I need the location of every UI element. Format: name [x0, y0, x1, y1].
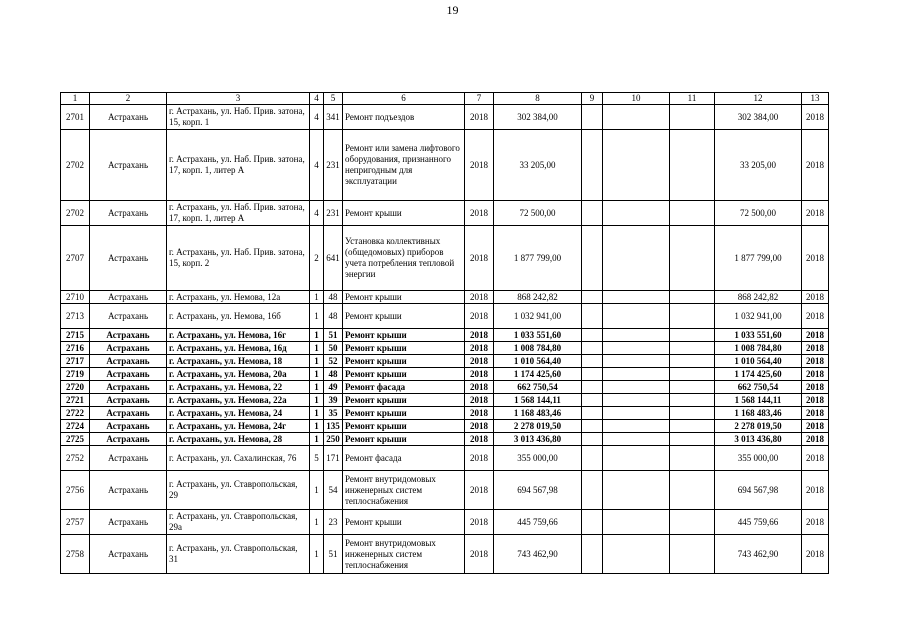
cell-cost-fund [582, 304, 603, 329]
cell-cost-other [670, 304, 715, 329]
cell-floors: 1 [310, 304, 324, 329]
cell-cost-owners: 1 168 483,46 [715, 407, 802, 420]
cell-cost-other [670, 394, 715, 407]
cell-floors: 1 [310, 535, 324, 574]
cell-cost-total: 2 278 019,50 [494, 420, 582, 433]
cell-cost-budget [603, 368, 670, 381]
cell-completion-year: 2018 [802, 130, 829, 201]
cell-row-number: 2725 [61, 433, 90, 446]
table-row [61, 105, 829, 130]
cell-settlement: Астрахань [90, 394, 167, 407]
cell-cost-budget [603, 342, 670, 355]
cell-completion-year: 2018 [802, 420, 829, 433]
cell-apartments: 39 [324, 394, 343, 407]
column-header-7: 7 [465, 93, 494, 105]
cell-plan-year: 2018 [465, 433, 494, 446]
cell-completion-year: 2018 [802, 291, 829, 304]
table-row [61, 226, 829, 291]
cell-cost-total: 72 500,00 [494, 201, 582, 226]
cell-work-type: Ремонт крыши [343, 394, 465, 407]
cell-cost-budget [603, 105, 670, 130]
cell-completion-year: 2018 [802, 471, 829, 510]
cell-row-number: 2715 [61, 329, 90, 342]
table-row [61, 355, 829, 368]
cell-cost-fund [582, 130, 603, 201]
column-header-10: 10 [603, 93, 670, 105]
cell-row-number: 2713 [61, 304, 90, 329]
cell-work-type: Ремонт крыши [343, 304, 465, 329]
cell-settlement: Астрахань [90, 291, 167, 304]
cell-apartments: 48 [324, 368, 343, 381]
cell-completion-year: 2018 [802, 355, 829, 368]
cell-settlement: Астрахань [90, 304, 167, 329]
cell-completion-year: 2018 [802, 201, 829, 226]
cell-address: г. Астрахань, ул. Наб. Прив. затона, 17, корп. 1, литер А [167, 130, 310, 201]
table-row [61, 368, 829, 381]
cell-apartments: 51 [324, 329, 343, 342]
cell-cost-owners: 1 174 425,60 [715, 368, 802, 381]
cell-row-number: 2719 [61, 368, 90, 381]
cell-completion-year: 2018 [802, 407, 829, 420]
cell-cost-other [670, 510, 715, 535]
cell-cost-fund [582, 201, 603, 226]
cell-address: г. Астрахань, ул. Немова, 22а [167, 394, 310, 407]
cell-row-number: 2707 [61, 226, 90, 291]
cell-cost-fund [582, 394, 603, 407]
cell-work-type: Ремонт крыши [343, 201, 465, 226]
cell-floors: 1 [310, 368, 324, 381]
cell-completion-year: 2018 [802, 510, 829, 535]
cell-completion-year: 2018 [802, 368, 829, 381]
table-row [61, 291, 829, 304]
cell-cost-other [670, 381, 715, 394]
column-header-6: 6 [343, 93, 465, 105]
cell-completion-year: 2018 [802, 226, 829, 291]
cell-cost-owners: 1 877 799,00 [715, 226, 802, 291]
cell-settlement: Астрахань [90, 201, 167, 226]
cell-cost-owners: 1 032 941,00 [715, 304, 802, 329]
cell-apartments: 50 [324, 342, 343, 355]
cell-work-type: Ремонт крыши [343, 368, 465, 381]
column-header-8: 8 [494, 93, 582, 105]
cell-cost-fund [582, 329, 603, 342]
cell-cost-fund [582, 381, 603, 394]
cell-cost-other [670, 471, 715, 510]
cell-address: г. Астрахань, ул. Немова, 16г [167, 329, 310, 342]
table-row [61, 471, 829, 510]
cell-floors: 1 [310, 381, 324, 394]
cell-floors: 1 [310, 420, 324, 433]
cell-apartments: 48 [324, 304, 343, 329]
cell-cost-other [670, 407, 715, 420]
cell-cost-owners: 868 242,82 [715, 291, 802, 304]
cell-plan-year: 2018 [465, 291, 494, 304]
cell-floors: 4 [310, 201, 324, 226]
cell-cost-owners: 1 568 144,11 [715, 394, 802, 407]
cell-cost-budget [603, 329, 670, 342]
table-body [61, 93, 829, 574]
cell-cost-owners: 694 567,98 [715, 471, 802, 510]
cell-work-type: Ремонт крыши [343, 342, 465, 355]
cell-address: г. Астрахань, ул. Немова, 24 [167, 407, 310, 420]
cell-work-type: Ремонт внутридомовых инженерных систем теплоснабжения [343, 471, 465, 510]
cell-plan-year: 2018 [465, 420, 494, 433]
cell-completion-year: 2018 [802, 446, 829, 471]
cell-row-number: 2717 [61, 355, 90, 368]
column-header-4: 4 [310, 93, 324, 105]
cell-plan-year: 2018 [465, 355, 494, 368]
cell-address: г. Астрахань, ул. Немова, 18 [167, 355, 310, 368]
cell-row-number: 2724 [61, 420, 90, 433]
cell-cost-owners: 1 008 784,80 [715, 342, 802, 355]
cell-address: г. Астрахань, ул. Немова, 12а [167, 291, 310, 304]
cell-address: г. Астрахань, ул. Наб. Прив. затона, 17, корп. 1, литер А [167, 201, 310, 226]
cell-cost-other [670, 105, 715, 130]
cell-cost-fund [582, 342, 603, 355]
cell-work-type: Установка коллективных (общедомовых) приборов учета потребления тепловой энергии [343, 226, 465, 291]
cell-cost-total: 1 168 483,46 [494, 407, 582, 420]
cell-row-number: 2710 [61, 291, 90, 304]
cell-settlement: Астрахань [90, 226, 167, 291]
cell-apartments: 171 [324, 446, 343, 471]
cell-settlement: Астрахань [90, 471, 167, 510]
column-header-11: 11 [670, 93, 715, 105]
column-header-12: 12 [715, 93, 802, 105]
cell-apartments: 23 [324, 510, 343, 535]
cell-work-type: Ремонт крыши [343, 329, 465, 342]
capital-repair-table [60, 92, 829, 574]
cell-cost-fund [582, 433, 603, 446]
cell-cost-total: 694 567,98 [494, 471, 582, 510]
cell-cost-budget [603, 510, 670, 535]
cell-floors: 4 [310, 105, 324, 130]
cell-cost-budget [603, 420, 670, 433]
table-row [61, 535, 829, 574]
cell-cost-budget [603, 291, 670, 304]
cell-apartments: 54 [324, 471, 343, 510]
cell-cost-fund [582, 510, 603, 535]
cell-completion-year: 2018 [802, 342, 829, 355]
cell-row-number: 2702 [61, 130, 90, 201]
cell-settlement: Астрахань [90, 381, 167, 394]
table-row [61, 381, 829, 394]
column-header-13: 13 [802, 93, 829, 105]
cell-work-type: Ремонт фасада [343, 381, 465, 394]
cell-address: г. Астрахань, ул. Сахалинская, 76 [167, 446, 310, 471]
cell-floors: 1 [310, 394, 324, 407]
cell-cost-total: 355 000,00 [494, 446, 582, 471]
cell-settlement: Астрахань [90, 368, 167, 381]
cell-cost-budget [603, 226, 670, 291]
cell-cost-other [670, 535, 715, 574]
table-row [61, 433, 829, 446]
cell-floors: 1 [310, 433, 324, 446]
cell-completion-year: 2018 [802, 381, 829, 394]
table-row [61, 446, 829, 471]
cell-cost-total: 3 013 436,80 [494, 433, 582, 446]
cell-cost-budget [603, 355, 670, 368]
cell-address: г. Астрахань, ул. Наб. Прив. затона, 15, корп. 1 [167, 105, 310, 130]
cell-cost-total: 1 568 144,11 [494, 394, 582, 407]
cell-cost-total: 302 384,00 [494, 105, 582, 130]
cell-floors: 2 [310, 226, 324, 291]
cell-row-number: 2758 [61, 535, 90, 574]
column-header-9: 9 [582, 93, 603, 105]
cell-address: г. Астрахань, ул. Немова, 28 [167, 433, 310, 446]
cell-plan-year: 2018 [465, 304, 494, 329]
cell-cost-budget [603, 201, 670, 226]
table-row [61, 329, 829, 342]
cell-work-type: Ремонт крыши [343, 433, 465, 446]
cell-apartments: 135 [324, 420, 343, 433]
cell-row-number: 2756 [61, 471, 90, 510]
cell-row-number: 2757 [61, 510, 90, 535]
cell-cost-total: 1 032 941,00 [494, 304, 582, 329]
table-row [61, 510, 829, 535]
cell-cost-budget [603, 407, 670, 420]
cell-cost-total: 662 750,54 [494, 381, 582, 394]
cell-address: г. Астрахань, ул. Ставропольская, 31 [167, 535, 310, 574]
cell-apartments: 49 [324, 381, 343, 394]
cell-work-type: Ремонт или замена лифтового оборудования, признанного непригодным для эксплуатации [343, 130, 465, 201]
cell-settlement: Астрахань [90, 433, 167, 446]
cell-cost-owners: 355 000,00 [715, 446, 802, 471]
cell-settlement: Астрахань [90, 329, 167, 342]
cell-cost-total: 1 174 425,60 [494, 368, 582, 381]
cell-row-number: 2720 [61, 381, 90, 394]
cell-floors: 1 [310, 291, 324, 304]
cell-cost-budget [603, 381, 670, 394]
cell-cost-budget [603, 130, 670, 201]
cell-cost-other [670, 420, 715, 433]
cell-work-type: Ремонт крыши [343, 420, 465, 433]
cell-cost-total: 743 462,90 [494, 535, 582, 574]
cell-settlement: Астрахань [90, 407, 167, 420]
cell-settlement: Астрахань [90, 105, 167, 130]
cell-cost-owners: 1 010 564,40 [715, 355, 802, 368]
cell-cost-total: 445 759,66 [494, 510, 582, 535]
cell-row-number: 2701 [61, 105, 90, 130]
cell-cost-other [670, 446, 715, 471]
cell-address: г. Астрахань, ул. Наб. Прив. затона, 15, корп. 2 [167, 226, 310, 291]
cell-address: г. Астрахань, ул. Ставропольская, 29а [167, 510, 310, 535]
cell-cost-owners: 33 205,00 [715, 130, 802, 201]
table-row [61, 130, 829, 201]
column-header-3: 3 [167, 93, 310, 105]
cell-cost-other [670, 226, 715, 291]
cell-apartments: 35 [324, 407, 343, 420]
cell-completion-year: 2018 [802, 535, 829, 574]
cell-plan-year: 2018 [465, 329, 494, 342]
cell-address: г. Астрахань, ул. Ставропольская, 29 [167, 471, 310, 510]
cell-cost-budget [603, 394, 670, 407]
cell-cost-total: 1 877 799,00 [494, 226, 582, 291]
cell-floors: 1 [310, 329, 324, 342]
cell-cost-other [670, 291, 715, 304]
cell-row-number: 2721 [61, 394, 90, 407]
cell-cost-total: 1 033 551,60 [494, 329, 582, 342]
cell-settlement: Астрахань [90, 535, 167, 574]
cell-plan-year: 2018 [465, 446, 494, 471]
cell-work-type: Ремонт крыши [343, 291, 465, 304]
cell-cost-budget [603, 304, 670, 329]
cell-row-number: 2702 [61, 201, 90, 226]
cell-cost-budget [603, 471, 670, 510]
cell-apartments: 52 [324, 355, 343, 368]
cell-apartments: 48 [324, 291, 343, 304]
cell-settlement: Астрахань [90, 510, 167, 535]
cell-plan-year: 2018 [465, 535, 494, 574]
cell-plan-year: 2018 [465, 394, 494, 407]
column-header-2: 2 [90, 93, 167, 105]
cell-address: г. Астрахань, ул. Немова, 16д [167, 342, 310, 355]
cell-completion-year: 2018 [802, 105, 829, 130]
cell-apartments: 51 [324, 535, 343, 574]
cell-cost-owners: 1 033 551,60 [715, 329, 802, 342]
cell-cost-fund [582, 446, 603, 471]
cell-cost-owners: 302 384,00 [715, 105, 802, 130]
cell-cost-total: 33 205,00 [494, 130, 582, 201]
cell-cost-fund [582, 535, 603, 574]
table-row [61, 407, 829, 420]
cell-floors: 1 [310, 407, 324, 420]
cell-cost-other [670, 368, 715, 381]
cell-apartments: 231 [324, 130, 343, 201]
cell-row-number: 2752 [61, 446, 90, 471]
cell-work-type: Ремонт крыши [343, 510, 465, 535]
cell-plan-year: 2018 [465, 342, 494, 355]
cell-cost-owners: 72 500,00 [715, 201, 802, 226]
cell-cost-owners: 2 278 019,50 [715, 420, 802, 433]
cell-work-type: Ремонт внутридомовых инженерных систем теплоснабжения [343, 535, 465, 574]
cell-cost-fund [582, 368, 603, 381]
cell-cost-owners: 445 759,66 [715, 510, 802, 535]
cell-address: г. Астрахань, ул. Немова, 20а [167, 368, 310, 381]
cell-plan-year: 2018 [465, 201, 494, 226]
cell-completion-year: 2018 [802, 329, 829, 342]
cell-completion-year: 2018 [802, 394, 829, 407]
cell-cost-other [670, 130, 715, 201]
cell-settlement: Астрахань [90, 130, 167, 201]
cell-cost-budget [603, 433, 670, 446]
cell-settlement: Астрахань [90, 420, 167, 433]
table-row [61, 304, 829, 329]
cell-apartments: 641 [324, 226, 343, 291]
cell-floors: 1 [310, 342, 324, 355]
cell-row-number: 2722 [61, 407, 90, 420]
cell-cost-fund [582, 105, 603, 130]
cell-cost-fund [582, 291, 603, 304]
cell-floors: 4 [310, 130, 324, 201]
table-row [61, 420, 829, 433]
table-row [61, 201, 829, 226]
cell-cost-total: 868 242,82 [494, 291, 582, 304]
cell-plan-year: 2018 [465, 381, 494, 394]
cell-cost-owners: 3 013 436,80 [715, 433, 802, 446]
page-number: 19 [446, 3, 459, 17]
cell-plan-year: 2018 [465, 226, 494, 291]
cell-cost-fund [582, 420, 603, 433]
cell-cost-other [670, 201, 715, 226]
cell-work-type: Ремонт фасада [343, 446, 465, 471]
cell-work-type: Ремонт подъездов [343, 105, 465, 130]
cell-floors: 1 [310, 510, 324, 535]
cell-row-number: 2716 [61, 342, 90, 355]
cell-plan-year: 2018 [465, 105, 494, 130]
cell-plan-year: 2018 [465, 471, 494, 510]
cell-work-type: Ремонт крыши [343, 407, 465, 420]
cell-settlement: Астрахань [90, 342, 167, 355]
cell-floors: 1 [310, 355, 324, 368]
header-row [61, 93, 829, 105]
cell-completion-year: 2018 [802, 304, 829, 329]
cell-work-type: Ремонт крыши [343, 355, 465, 368]
cell-apartments: 231 [324, 201, 343, 226]
cell-plan-year: 2018 [465, 130, 494, 201]
cell-cost-other [670, 342, 715, 355]
cell-cost-fund [582, 355, 603, 368]
cell-completion-year: 2018 [802, 433, 829, 446]
cell-cost-budget [603, 446, 670, 471]
cell-floors: 5 [310, 446, 324, 471]
cell-cost-total: 1 008 784,80 [494, 342, 582, 355]
table-row [61, 394, 829, 407]
cell-apartments: 341 [324, 105, 343, 130]
cell-cost-budget [603, 535, 670, 574]
cell-cost-total: 1 010 564,40 [494, 355, 582, 368]
cell-plan-year: 2018 [465, 368, 494, 381]
cell-cost-owners: 743 462,90 [715, 535, 802, 574]
table-row [61, 342, 829, 355]
cell-plan-year: 2018 [465, 407, 494, 420]
cell-cost-owners: 662 750,54 [715, 381, 802, 394]
cell-cost-other [670, 433, 715, 446]
cell-cost-other [670, 355, 715, 368]
column-header-1: 1 [61, 93, 90, 105]
cell-settlement: Астрахань [90, 446, 167, 471]
cell-settlement: Астрахань [90, 355, 167, 368]
cell-apartments: 250 [324, 433, 343, 446]
cell-address: г. Астрахань, ул. Немова, 22 [167, 381, 310, 394]
cell-address: г. Астрахань, ул. Немова, 24г [167, 420, 310, 433]
column-header-5: 5 [324, 93, 343, 105]
cell-floors: 1 [310, 471, 324, 510]
cell-cost-other [670, 329, 715, 342]
cell-address: г. Астрахань, ул. Немова, 16б [167, 304, 310, 329]
cell-cost-fund [582, 471, 603, 510]
cell-cost-fund [582, 407, 603, 420]
cell-cost-fund [582, 226, 603, 291]
cell-plan-year: 2018 [465, 510, 494, 535]
